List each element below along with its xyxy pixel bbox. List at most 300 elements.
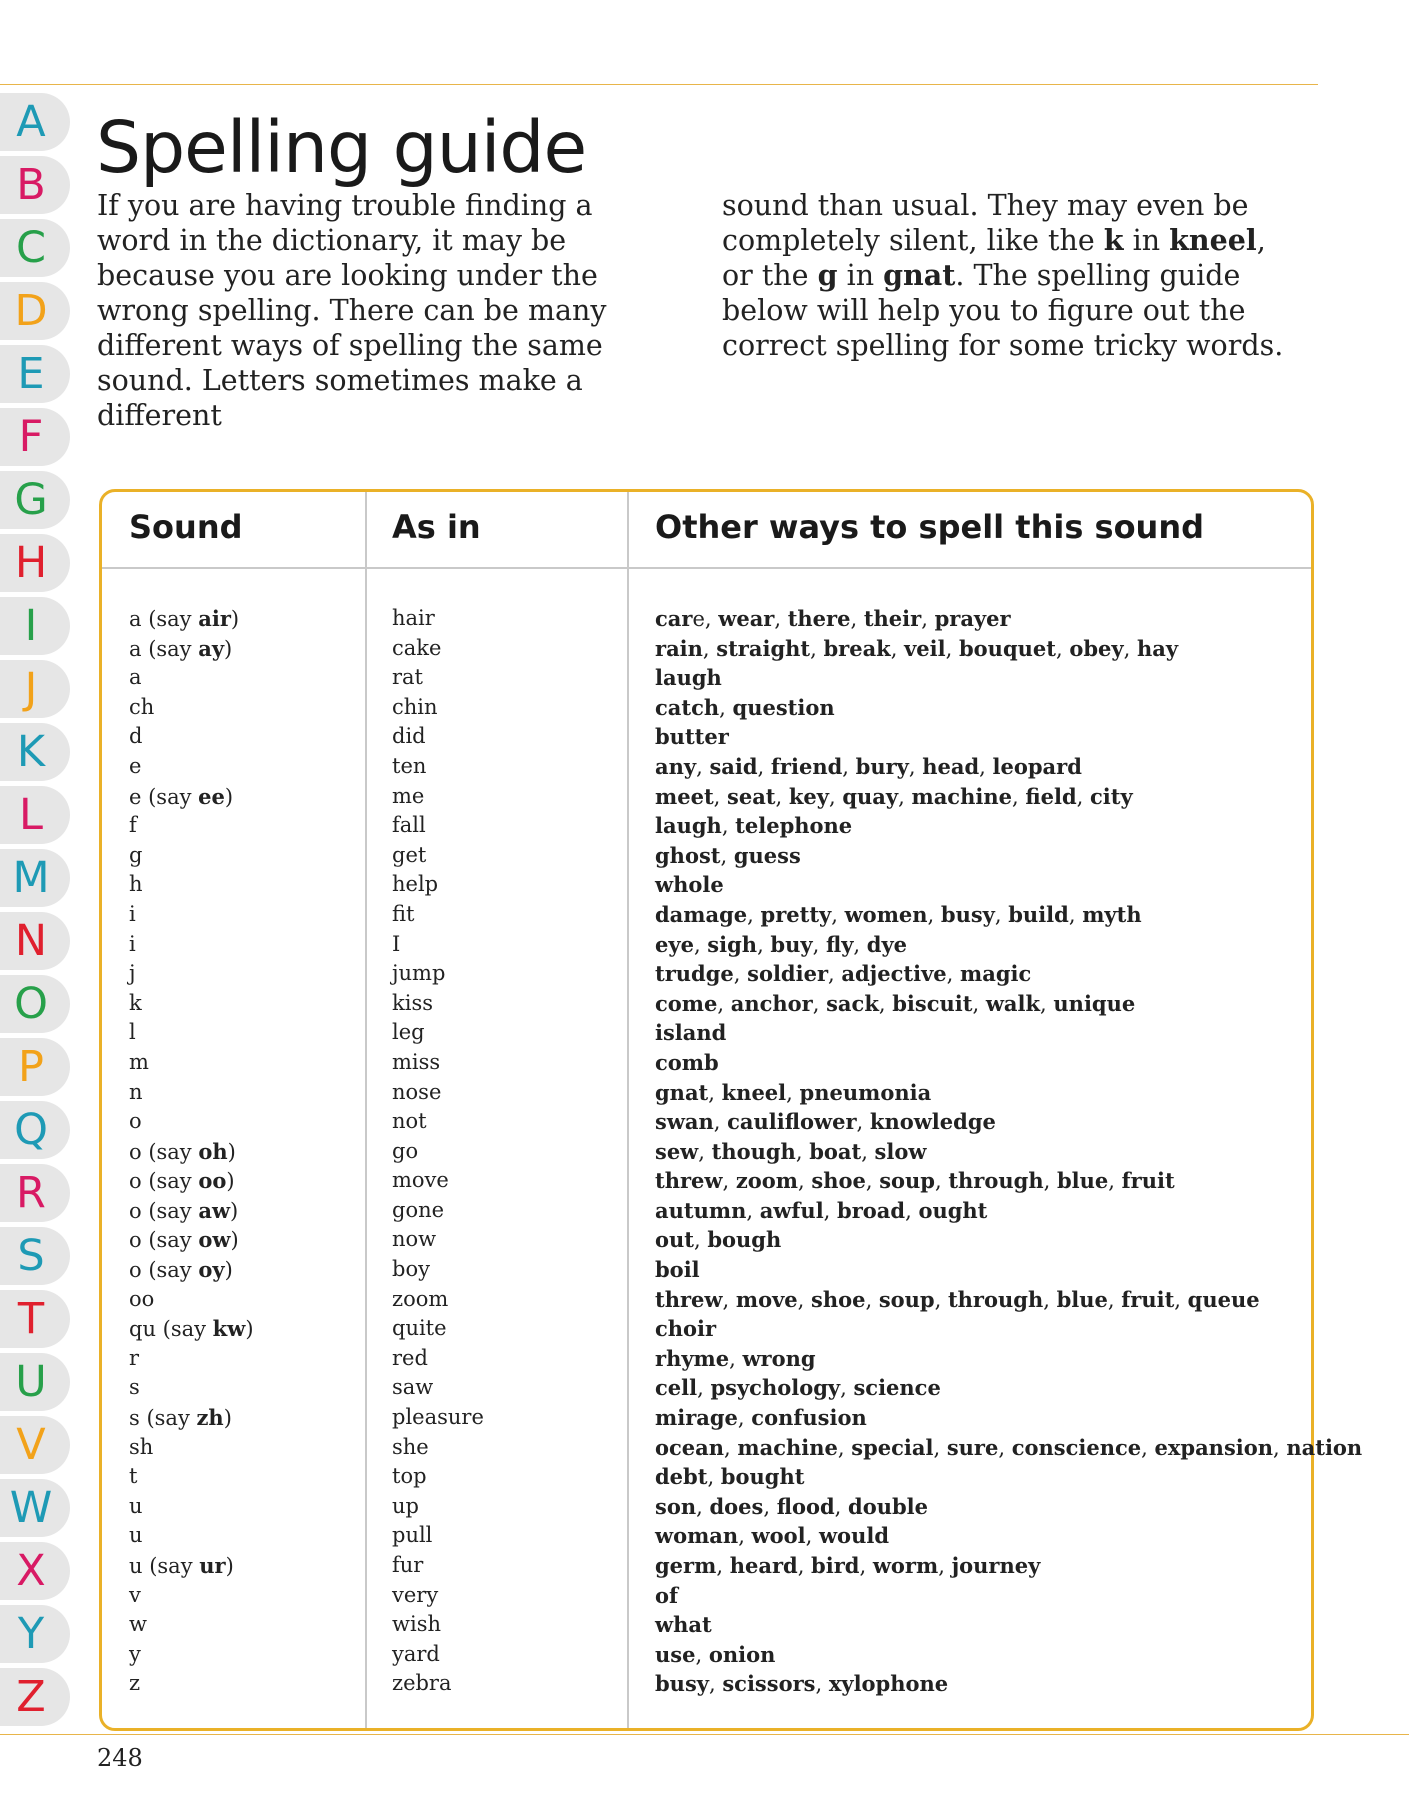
highlighted-letters: catch	[655, 694, 720, 720]
table-row	[102, 1166, 1311, 1196]
sound-cell	[129, 1462, 137, 1492]
sound-cell	[129, 811, 137, 841]
alphabet-tab-letter: E	[17, 348, 45, 399]
alphabet-tab-f[interactable]	[0, 408, 70, 466]
other-spellings-cell	[655, 663, 722, 694]
highlighted-letters: busy	[655, 1671, 709, 1697]
highlighted-letters: through	[948, 1168, 1044, 1194]
alphabet-tab-letter: C	[15, 222, 47, 273]
text-segment: o	[129, 1109, 142, 1134]
alphabet-tab-d[interactable]	[0, 282, 70, 340]
highlighted-letters: threw	[655, 1286, 723, 1312]
text-segment: ,	[921, 607, 935, 631]
other-spellings-cell	[655, 841, 801, 872]
as-in-cell: pull	[392, 1523, 433, 1548]
highlighted-letters: zoom	[735, 1168, 799, 1194]
highlighted-letters: scissors	[722, 1671, 816, 1697]
highlighted-letters: ghost	[655, 842, 721, 868]
alphabet-tab-j[interactable]	[0, 660, 70, 718]
table-row	[102, 1314, 1311, 1344]
text-segment: ,	[747, 902, 761, 927]
spelling-table	[99, 489, 1363, 1731]
intro-paragraph-right: sound than usual. They may even be completely silent, like the k in kneel, or the g in gnat. The spelling guide below will help you to figure out the correct spelling for some tricky words.	[722, 189, 1284, 362]
highlighted-letters: fruit	[1121, 1168, 1175, 1194]
text-segment: h	[129, 872, 143, 897]
text-segment: ,	[722, 1287, 736, 1312]
highlighted-letters: shoe	[811, 1168, 866, 1194]
other-spellings-cell	[655, 1640, 775, 1671]
sound-cell	[129, 1373, 140, 1403]
sound-cell	[129, 1669, 140, 1699]
highlighted-letters: said	[709, 753, 758, 779]
text-segment: e	[129, 753, 142, 778]
highlighted-letters: autumn	[655, 1197, 747, 1223]
alphabet-tab-letter: X	[16, 1545, 46, 1596]
highlighted-letters: question	[732, 694, 835, 720]
table-row	[102, 1403, 1311, 1433]
as-in-cell: very	[392, 1582, 439, 1607]
other-spellings-cell	[655, 1581, 678, 1612]
other-spellings-cell	[655, 722, 729, 753]
text-segment: l	[129, 1020, 136, 1045]
alphabet-tab-c[interactable]	[0, 219, 70, 277]
alphabet-tab-letter: J	[24, 663, 38, 714]
alphabet-tab-p[interactable]	[0, 1038, 70, 1096]
highlighted-letters: wool	[751, 1523, 806, 1549]
text-segment: ,	[829, 784, 843, 809]
sound-cell	[129, 1196, 238, 1227]
text-segment: ,	[1055, 636, 1070, 661]
highlighted-letters: does	[709, 1493, 764, 1519]
as-in-cell: red	[392, 1345, 428, 1370]
highlighted-letters: head	[922, 753, 980, 779]
table-row	[102, 900, 1311, 930]
as-in-cell: go	[392, 1138, 419, 1163]
text-segment: )	[223, 1406, 232, 1431]
alphabet-tab-z[interactable]	[0, 1668, 70, 1726]
highlighted-letters: come	[655, 990, 718, 1016]
highlighted-letters: whole	[655, 872, 724, 898]
alphabet-tab-letter: Y	[17, 1608, 45, 1659]
alphabet-tab-q[interactable]	[0, 1101, 70, 1159]
text-segment: qu (say	[129, 1317, 213, 1342]
text-segment: o (say	[129, 1198, 199, 1223]
text-segment: ,	[905, 1198, 919, 1223]
text-segment: )	[226, 1169, 235, 1194]
table-row	[102, 1078, 1311, 1108]
highlighted-letters: swan	[655, 1109, 714, 1135]
highlighted-letters: soup	[879, 1168, 935, 1194]
text-segment: )	[227, 1139, 236, 1164]
text-segment: ,	[702, 636, 717, 661]
highlighted-letters: would	[818, 1523, 889, 1549]
alphabet-tab-e[interactable]	[0, 345, 70, 403]
alphabet-tab-o[interactable]	[0, 975, 70, 1033]
alphabet-tab-i[interactable]	[0, 597, 70, 655]
as-in-cell: jump	[392, 961, 446, 986]
highlighted-letters: hay	[1136, 635, 1179, 661]
text-segment: ,	[934, 1287, 948, 1312]
alphabet-tab-letter: W	[9, 1482, 53, 1533]
highlighted-letters: build	[1008, 901, 1069, 927]
other-spellings-cell	[655, 900, 1142, 931]
sound-cell	[129, 663, 142, 693]
highlighted-letters: friend	[770, 753, 843, 779]
alphabet-tab-y[interactable]	[0, 1605, 70, 1663]
other-spellings-cell	[655, 1403, 867, 1434]
highlighted-letters: nation	[1286, 1434, 1363, 1460]
highlighted-letters: oo	[198, 1168, 227, 1194]
text-segment: ,	[1123, 636, 1137, 661]
as-in-cell: move	[392, 1168, 449, 1193]
highlighted-letters: guess	[733, 842, 801, 868]
highlighted-letters: kw	[212, 1316, 246, 1342]
highlighted-letters: laugh	[655, 665, 722, 691]
text-segment: ,	[861, 1139, 875, 1164]
alphabet-tab-s[interactable]	[0, 1227, 70, 1285]
text-segment: ,	[850, 607, 864, 631]
page-number: 248	[97, 1744, 143, 1772]
sound-cell	[129, 1640, 141, 1670]
text-segment: ,	[693, 1228, 708, 1253]
header-divider	[102, 567, 1311, 569]
highlighted-letters: slow	[874, 1138, 927, 1164]
text-segment: ,	[798, 1169, 812, 1194]
highlighted-letters: telephone	[735, 813, 853, 839]
other-spellings-cell	[655, 1078, 931, 1109]
highlighted-letters: oh	[198, 1138, 228, 1164]
text-segment: ,	[708, 1080, 722, 1105]
highlighted-letters: rhyme	[655, 1345, 730, 1371]
highlighted-letters: machine	[911, 783, 1012, 809]
header-sound: Sound	[129, 508, 243, 546]
alphabet-tab-n[interactable]	[0, 912, 70, 970]
alphabet-tab-letter: B	[16, 159, 46, 210]
alphabet-tab-l[interactable]	[0, 786, 70, 844]
other-spellings-cell	[655, 989, 1135, 1020]
other-spellings-cell	[655, 752, 1082, 783]
text-segment: ,	[938, 1554, 952, 1578]
highlighted-letters: anchor	[730, 990, 813, 1016]
text-segment: u	[129, 1493, 143, 1518]
alphabet-tab-t[interactable]	[0, 1290, 70, 1348]
highlighted-letters: walk	[985, 990, 1041, 1016]
text-segment: ,	[722, 1169, 736, 1194]
alphabet-tab-letter: G	[14, 474, 48, 525]
as-in-cell: pleasure	[392, 1405, 484, 1430]
as-in-cell: fit	[392, 901, 415, 926]
text-segment: ,	[713, 1110, 728, 1135]
sound-cell	[129, 930, 136, 960]
text-segment: ,	[1141, 1435, 1155, 1460]
table-row	[102, 1018, 1311, 1048]
highlighted-letters: pneumonia	[799, 1079, 932, 1105]
text-segment: ,	[1040, 991, 1054, 1016]
table-body	[102, 604, 1363, 1699]
alphabet-tab-letter: L	[19, 789, 43, 840]
as-in-cell: kiss	[392, 990, 433, 1015]
text-segment: ,	[757, 932, 771, 957]
sound-cell	[129, 782, 233, 813]
alphabet-tab-letter: F	[18, 411, 44, 462]
highlighted-letters: ocean	[655, 1434, 725, 1460]
highlighted-letters: bouquet	[958, 635, 1056, 661]
text-segment: ,	[1108, 1169, 1122, 1194]
highlighted-letters: use	[655, 1641, 696, 1667]
text-segment: ,	[719, 695, 733, 720]
text-segment: ,	[763, 1494, 777, 1519]
sound-cell	[129, 900, 136, 930]
other-spellings-cell	[655, 1344, 816, 1375]
text-segment: oo	[129, 1286, 155, 1311]
text-segment: ,	[795, 1139, 810, 1164]
highlighted-letters: ay	[198, 635, 225, 661]
highlighted-letters: what	[655, 1612, 712, 1638]
highlighted-letters: oy	[198, 1257, 225, 1283]
text-segment: )	[224, 1258, 233, 1283]
other-spellings-cell	[655, 1166, 1175, 1197]
sound-cell	[129, 1551, 234, 1582]
text-segment: ,	[945, 636, 959, 661]
highlighted-letters: boat	[809, 1138, 862, 1164]
sound-cell	[129, 870, 143, 900]
highlighted-letters: car	[655, 606, 693, 631]
text-segment: v	[129, 1582, 141, 1607]
as-in-cell: saw	[392, 1375, 434, 1400]
sound-cell	[129, 1492, 143, 1522]
alphabet-tab-letter: N	[14, 915, 48, 966]
alphabet-tab-letter: U	[15, 1356, 47, 1407]
highlighted-letters: flood	[776, 1493, 835, 1519]
text-segment: e (say	[129, 784, 199, 809]
text-segment: o (say	[129, 1228, 199, 1253]
alphabet-tab-b[interactable]	[0, 156, 70, 214]
text-segment: ,	[946, 962, 961, 987]
highlighted-letters: worm	[872, 1553, 939, 1578]
table-row	[102, 663, 1311, 693]
as-in-cell: yard	[392, 1641, 440, 1666]
text-segment: u (say	[129, 1554, 200, 1578]
table-row	[102, 1433, 1363, 1463]
other-spellings-cell	[655, 604, 1011, 635]
other-spellings-cell	[655, 870, 724, 901]
text-segment: ,	[823, 1198, 838, 1223]
text-segment: w	[129, 1612, 147, 1637]
text-segment: ,	[859, 1554, 873, 1578]
text-segment: o (say	[129, 1258, 199, 1283]
table-row	[102, 1196, 1311, 1226]
as-in-cell: boy	[392, 1257, 430, 1282]
sound-cell	[129, 1107, 142, 1137]
other-spellings-cell	[655, 1521, 889, 1552]
text-segment: m	[129, 1049, 149, 1074]
header-as-in: As in	[392, 508, 481, 546]
alphabet-tab-r[interactable]	[0, 1164, 70, 1222]
text-segment: ,	[1011, 784, 1026, 809]
as-in-cell: she	[392, 1434, 429, 1459]
highlighted-letters: magic	[960, 961, 1032, 987]
alphabet-tab-m[interactable]	[0, 849, 70, 907]
alphabet-tab-v[interactable]	[0, 1416, 70, 1474]
text-segment: ,	[934, 1169, 949, 1194]
sound-cell	[129, 752, 141, 782]
as-in-cell: ten	[392, 753, 427, 778]
highlighted-letters: move	[735, 1286, 798, 1312]
highlighted-letters: butter	[655, 724, 729, 750]
highlighted-letters: veil	[904, 635, 946, 661]
highlighted-letters: soup	[878, 1286, 935, 1312]
alphabet-tab-w[interactable]	[0, 1479, 70, 1537]
highlighted-letters: knowledge	[869, 1109, 996, 1135]
sound-cell	[129, 1078, 143, 1108]
as-in-cell: gone	[392, 1197, 445, 1222]
alphabet-tab-g[interactable]	[0, 471, 70, 529]
sound-cell	[129, 1521, 143, 1551]
text-segment: ,	[724, 1435, 738, 1460]
text-segment: a (say	[129, 607, 199, 631]
highlighted-letters: out	[655, 1227, 694, 1253]
table-row	[102, 1225, 1311, 1255]
highlighted-letters: of	[655, 1582, 679, 1608]
sound-cell	[129, 1166, 235, 1197]
highlighted-letters: straight	[716, 635, 811, 661]
alphabet-tab-x[interactable]	[0, 1542, 70, 1600]
bottom-rule	[0, 1734, 1409, 1735]
as-in-cell: miss	[392, 1049, 441, 1074]
text-segment: k	[129, 990, 142, 1015]
other-spellings-cell	[655, 1314, 716, 1345]
text-segment: ,	[831, 902, 845, 927]
text-segment: z	[129, 1671, 141, 1696]
highlighted-letters: blue	[1056, 1168, 1109, 1194]
text-segment: ,	[837, 1435, 852, 1460]
highlighted-letters: there	[787, 606, 851, 631]
alphabet-tab-u[interactable]	[0, 1353, 70, 1411]
highlighted-letters: city	[1090, 783, 1133, 809]
highlighted-letters: through	[947, 1286, 1044, 1312]
alphabet-tab-letter: P	[18, 1041, 44, 1092]
as-in-cell: fall	[392, 813, 426, 838]
text-segment: y	[129, 1641, 141, 1666]
other-spellings-cell	[655, 1433, 1362, 1464]
highlighted-letters: debt	[655, 1464, 708, 1490]
highlighted-letters: island	[655, 1020, 727, 1046]
highlighted-letters: fly	[825, 931, 854, 957]
highlighted-letters: conscience	[1011, 1434, 1142, 1460]
text-segment: t	[129, 1464, 138, 1489]
other-spellings-cell	[655, 1610, 712, 1641]
highlighted-letters: bough	[707, 1227, 782, 1253]
table-row	[102, 604, 1311, 634]
text-segment: ,	[834, 1494, 849, 1519]
sound-cell	[129, 989, 142, 1019]
sound-cell	[129, 1137, 236, 1168]
text-segment: ,	[812, 991, 827, 1016]
as-in-cell: hair	[392, 606, 435, 630]
highlighted-letters: onion	[708, 1641, 776, 1667]
table-row	[102, 870, 1311, 900]
text-segment: ,	[1076, 784, 1090, 809]
highlighted-letters: rain	[655, 635, 703, 661]
as-in-cell: help	[392, 872, 439, 897]
as-in-cell: did	[392, 724, 426, 749]
highlighted-letters: field	[1025, 783, 1077, 809]
page-title: Spelling guide	[96, 106, 587, 189]
highlighted-letters: awful	[759, 1197, 824, 1223]
table-row	[102, 811, 1311, 841]
text-segment: o (say	[129, 1139, 199, 1164]
table-row	[102, 1048, 1311, 1078]
other-spellings-cell	[655, 811, 852, 842]
text-segment: u	[129, 1523, 143, 1548]
alphabet-tab-letter: R	[16, 1167, 46, 1218]
highlighted-letters: gnat	[655, 1079, 709, 1105]
text-segment: )	[230, 1198, 239, 1223]
alphabet-tab-letter: M	[12, 852, 50, 903]
as-in-cell: leg	[392, 1020, 425, 1045]
as-in-cell: cake	[392, 635, 442, 660]
other-spellings-cell	[655, 1196, 987, 1227]
highlighted-letters: key	[788, 783, 829, 809]
text-segment: ,	[865, 1287, 879, 1312]
alphabet-tab-letter: S	[17, 1230, 45, 1281]
text-segment: ch	[129, 694, 155, 719]
highlighted-letters: blue	[1056, 1286, 1108, 1312]
table-row	[102, 1521, 1311, 1551]
text-segment: j	[129, 961, 136, 986]
text-segment: ,	[1043, 1169, 1057, 1194]
as-in-cell: zoom	[392, 1286, 449, 1311]
highlighted-letters: women	[844, 901, 928, 927]
highlighted-letters: double	[848, 1493, 929, 1519]
other-spellings-cell	[655, 930, 907, 961]
text-segment: ,	[797, 1554, 812, 1578]
text-segment: a (say	[129, 636, 199, 661]
top-rule	[0, 84, 1318, 85]
alphabet-tab-a[interactable]	[0, 93, 70, 151]
sound-cell	[129, 693, 154, 723]
text-segment: ,	[979, 754, 993, 779]
table-row	[102, 989, 1311, 1019]
as-in-cell: me	[392, 783, 425, 808]
as-in-cell: nose	[392, 1079, 442, 1104]
text-segment: )	[225, 1554, 234, 1578]
highlighted-letters: shoe	[811, 1286, 866, 1312]
highlighted-letters: germ	[655, 1553, 717, 1578]
text-segment: ,	[853, 932, 867, 957]
table-row	[102, 722, 1311, 752]
other-spellings-cell	[655, 1048, 719, 1079]
table-row	[102, 752, 1311, 782]
highlighted-letters: confusion	[751, 1405, 867, 1431]
alphabet-tab-k[interactable]	[0, 723, 70, 781]
highlighted-letters: queue	[1187, 1286, 1260, 1312]
table-row	[102, 930, 1311, 960]
table-row	[102, 1669, 1311, 1699]
alphabet-tab-letter: Q	[14, 1104, 48, 1155]
text-segment: ,	[729, 1346, 743, 1371]
text-segment: ,	[1174, 1287, 1188, 1312]
table-row	[102, 1492, 1311, 1522]
as-in-cell: top	[392, 1464, 427, 1489]
alphabet-tab-h[interactable]	[0, 534, 70, 592]
alphabet-tab-letter: D	[14, 285, 48, 336]
highlighted-letters: buy	[770, 931, 813, 957]
highlighted-letters: dye	[866, 931, 908, 957]
text-segment: ,	[865, 1169, 880, 1194]
intro-paragraph-left: If you are having trouble finding a word in the dictionary, it may be because you are looking under the wrong spelling. There can be many different ways of spelling the same sound. Letters sometimes make a different	[97, 189, 607, 432]
highlighted-letters: trudge	[655, 961, 734, 987]
